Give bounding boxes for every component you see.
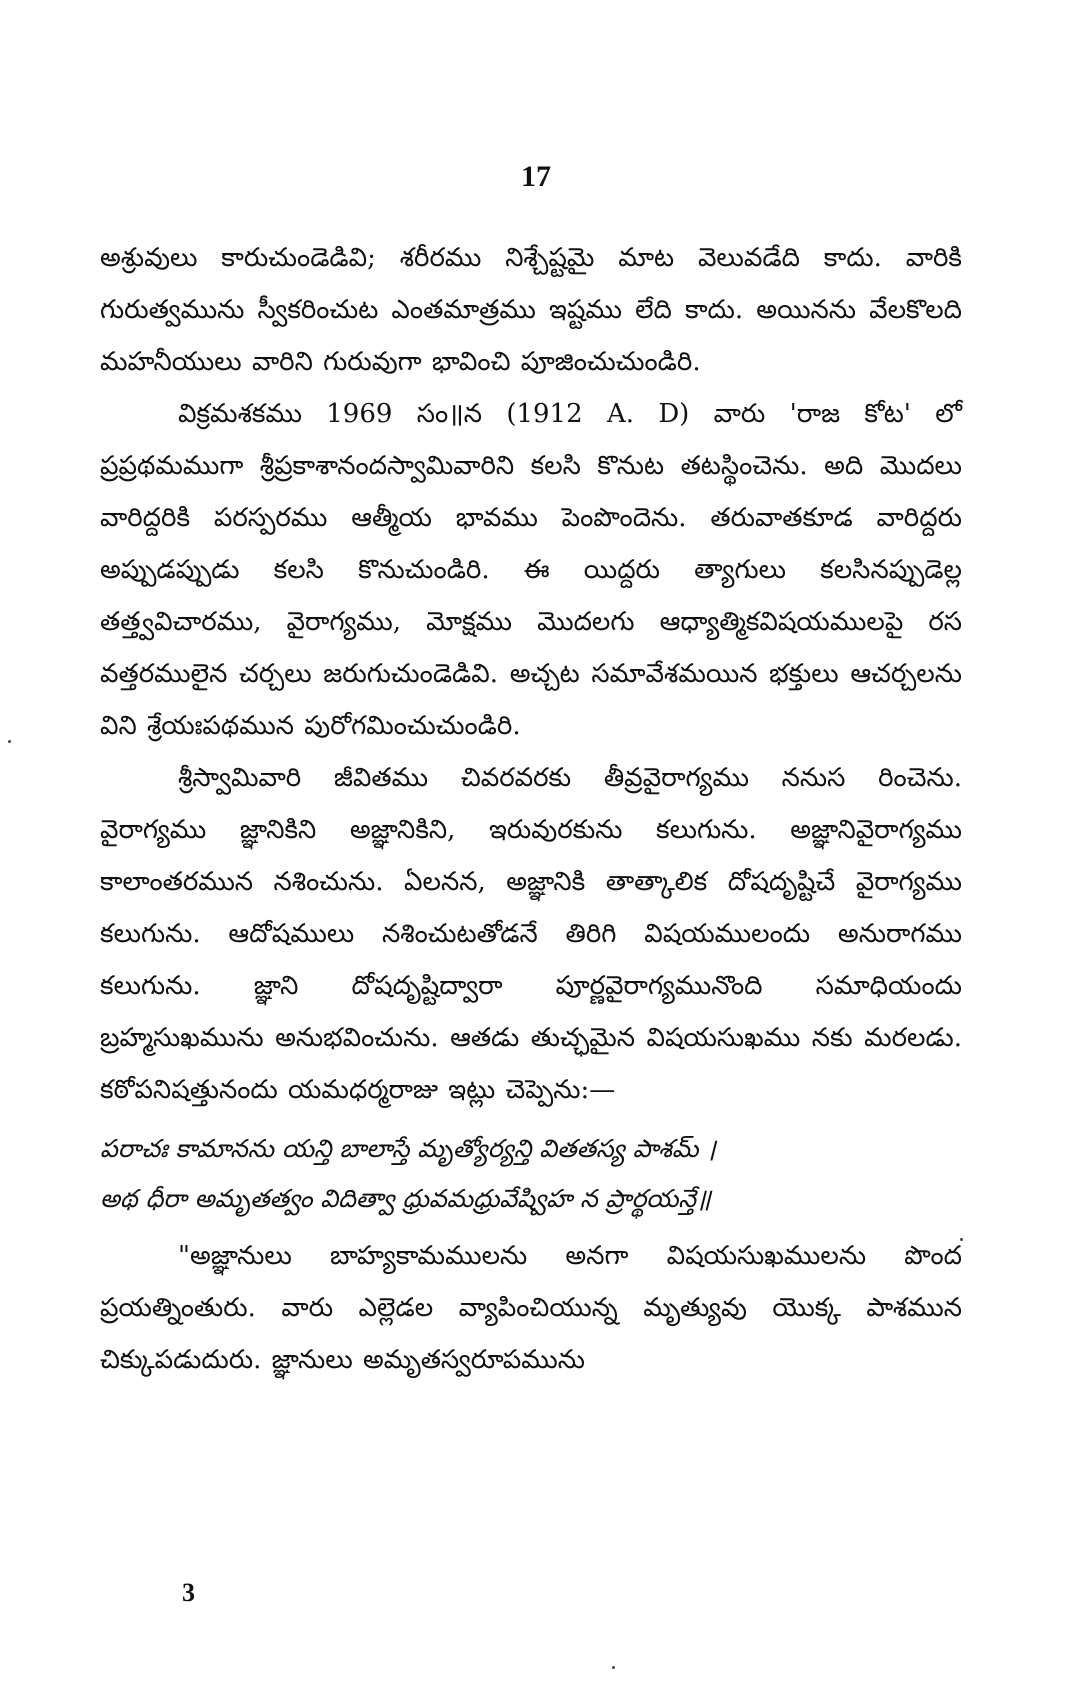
signature-mark: 3 <box>182 1578 195 1607</box>
verse-line-1: పరాచః కామానను యన్తి బాలాస్తే మృత్యోర్యన్తి వితతస్య పాశమ్ । <box>100 1134 716 1163</box>
paragraph-3: శ్రీస్వామివారి జీవితము చివరవరకు తీవ్రవైరాగ్యము ననుస రించెను. వైరాగ్యము జ్ఞానికిని అజ్ఞానికిని, ఇరువురకును కలుగును. అజ్ఞానివైరాగ్యము కాలాంతరమున నశించును. ఏలనన, అజ్ఞానికి తాత్కాలిక దోషదృష్టిచే వైరాగ్యము కలుగును. ఆదోషములు నశించుటతోడనే తిరిగి విషయములందు అనురాగము కలుగును. జ్ఞాని దోషదృష్టిద్వారా పూర్ణవైరాగ్యమునొంది సమాధియందు బ్రహ్మసుఖమును అనుభవించును. ఆతడు తుచ్ఛమైన విషయసుఖము నకు మరలడు. కఠోపనిషత్తునందు యమధర్మరాజు ఇట్లు చెప్పెను:— <box>100 763 962 1105</box>
closing-paragraph: "అజ్ఞానులు బాహ్యకామములను అనగా విషయసుఖములను పొంద ప్రయత్నింతురు. వారు ఎల్లెడల వ్యాపించియున్న మృత్యువు యొక్క పాశమున చిక్కుపడుదురు. జ్ఞానులు అమృతస్వరూపమును <box>100 1241 962 1375</box>
print-speck <box>8 740 11 743</box>
paragraph-2: విక్రమశకము 1969 సం॥న (1912 A. D) వారు 'రాజ కోట' లో ప్రప్రథమముగా శ్రీప్రకాశానందస్వామివారిని కలసి కొనుట తటస్థించెను. అది మొదలు వారిద్దరికి పరస్పరము ఆత్మీయ భావము పెంపొందెను. తరువాతకూడ వారిద్దరు అప్పుడప్పుడు కలసి కొనుచుండిరి. ఈ యిద్దరు త్యాగులు కలసినప్పుడెల్ల తత్త్వవిచారము, వైరాగ్యము, మోక్షము మొదలగు ఆధ్యాత్మికవిషయములపై రస వత్తరములైన చర్చలు జరుగుచుండెడివి. అచ్చట సమావేశమయిన భక్తులు ఆచర్చలను విని శ్రేయఃపథమున పురోగమించుచుండిరి. <box>100 399 962 741</box>
page-body <box>100 232 962 1386</box>
paragraph-1: అశ్రువులు కారుచుండెడివి; శరీరము నిశ్చేష్టమై మాట వెలువడేది కాదు. వారికి గురుత్వమును స్వీకరించుట ఎంతమాత్రము ఇష్టము లేది కాదు. అయినను వేలకొలది మహనీయులు వారిని గురువుగా భావించి పూజించుచుండిరి. <box>100 243 962 377</box>
print-speck <box>960 1238 963 1241</box>
sanskrit-verse <box>100 1124 962 1224</box>
verse-line-2: అథ ధీరా అమృతత్వం విదిత్వా ధ్రువమధ్రువేష్విహ న ప్రార్థయన్తే॥ <box>100 1184 711 1213</box>
print-speck <box>612 1666 615 1669</box>
page-number: 17 <box>521 160 551 193</box>
